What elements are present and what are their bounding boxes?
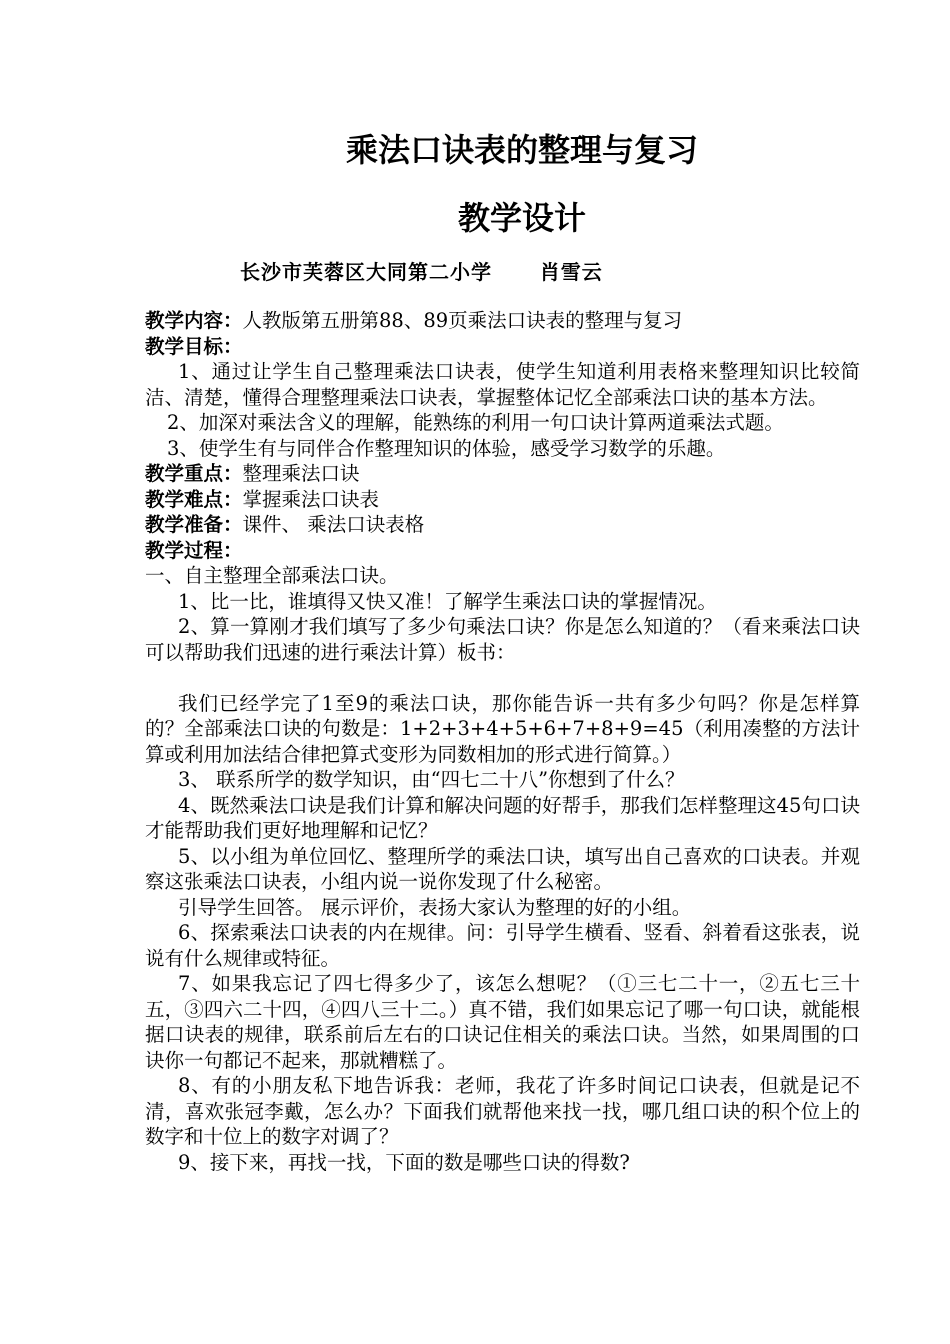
document-subtitle: 教学设计 <box>457 199 586 237</box>
difficulty-label: 教学难点： <box>145 487 243 511</box>
process-paragraph-3: 我们已经学完了1至9的乘法口诀，那你能告诉一共有多少句吗？你是怎样算的？全部乘法口诀的句数是：1+2+3+4+5+6+7+8+9=45（利用凑整的方法计算或利用加法结合律把算式变形为同数相加的形式进行简算。） <box>145 691 860 766</box>
difficulty-text: 掌握乘法口诀表 <box>242 487 380 511</box>
author-line: 长沙市芙蓉区大同第二小学 肖雪云 <box>240 260 603 284</box>
blank-line <box>145 665 860 691</box>
document-title: 乘法口诀表的整理与复习 <box>345 131 698 169</box>
process-paragraph-2: 2、算一算刚才我们填写了多少句乘法口诀？你是怎么知道的？（看来乘法口诀可以帮助我们迅速的进行乘法计算）板书： <box>145 615 860 664</box>
preparation-text: 课件、 乘法口诀表格 <box>242 513 425 536</box>
preparation-label: 教学准备： <box>145 513 243 536</box>
preparation <box>145 512 860 538</box>
teaching-content-label: 教学内容： <box>145 309 243 332</box>
goal-item-2: 2、加深对乘法含义的理解，能熟练的利用一句口诀计算两道乘法式题。 <box>167 411 784 434</box>
process-paragraph-1: 1、比一比，谁填得又快又准！了解学生乘法口诀的掌握情况。 <box>178 589 717 613</box>
key-point-text: 整理乘法口诀 <box>242 462 360 485</box>
difficulty <box>145 487 860 513</box>
goal-item-1: 1、通过让学生自己整理乘法口诀表，使学生知道利用表格来整理知识比较简洁、清楚，懂得合理整理乘法口诀表，掌握整体记忆全部乘法口诀的基本方法。 <box>145 360 860 409</box>
process-paragraph-11: 9、接下来，再找一找，下面的数是哪些口诀的得数? <box>178 1150 630 1174</box>
process-paragraph-7: 引导学生回答。 展示评价，表扬大家认为整理的好的小组。 <box>178 895 692 919</box>
process-section-1: 一、自主整理全部乘法口诀。 <box>145 564 399 587</box>
process-label: 教学过程： <box>145 538 243 562</box>
process-paragraph-6: 5、以小组为单位回忆、整理所学的乘法口诀，填写出自己喜欢的口诀表。并观察这张乘法口诀表，小组内说一说你发现了什么秘密。 <box>145 844 860 893</box>
teaching-goals-label: 教学目标： <box>145 334 243 358</box>
process-paragraph-4: 3、 联系所学的数学知识，由“四七二十八”你想到了什么？ <box>178 768 685 791</box>
goal-item-3: 3、使学生有与同伴合作整理知识的体验，感受学习数学的乐趣。 <box>167 436 726 460</box>
process-heading <box>145 538 860 564</box>
teaching-goals-heading <box>145 334 860 360</box>
document-body <box>145 308 860 1175</box>
key-point <box>145 461 860 487</box>
process-paragraph-9: 7、如果我忘记了四七得多少了，该怎么想呢？（①三七二十一，②五七三十五，③四六二十四，④四八三十二。）真不错，我们如果忘记了哪一句口诀，就能根据口诀表的规律，联系前后左右的口诀记住相关的乘法口诀。当然，如果周围的口诀你一句都记不起来，那就糟糕了。 <box>145 972 860 1072</box>
teaching-content-text: 人教版第五册第88、89页乘法口诀表的整理与复习 <box>242 309 683 332</box>
process-paragraph-5: 4、既然乘法口诀是我们计算和解决问题的好帮手，那我们怎样整理这45句口诀才能帮助我们更好地理解和记忆？ <box>145 793 860 842</box>
teaching-content <box>145 308 860 334</box>
process-paragraph-10: 8、有的小朋友私下地告诉我：老师，我花了许多时间记口诀表，但就是记不清，喜欢张冠李戴，怎么办？下面我们就帮他来找一找，哪几组口诀的积个位上的数字和十位上的数字对调了？ <box>145 1074 860 1148</box>
key-point-label: 教学重点： <box>145 462 243 485</box>
process-paragraph-8: 6、探索乘法口诀表的内在规律。问：引导学生横看、竖看、斜着看这张表，说说有什么规律或特征。 <box>145 921 860 970</box>
